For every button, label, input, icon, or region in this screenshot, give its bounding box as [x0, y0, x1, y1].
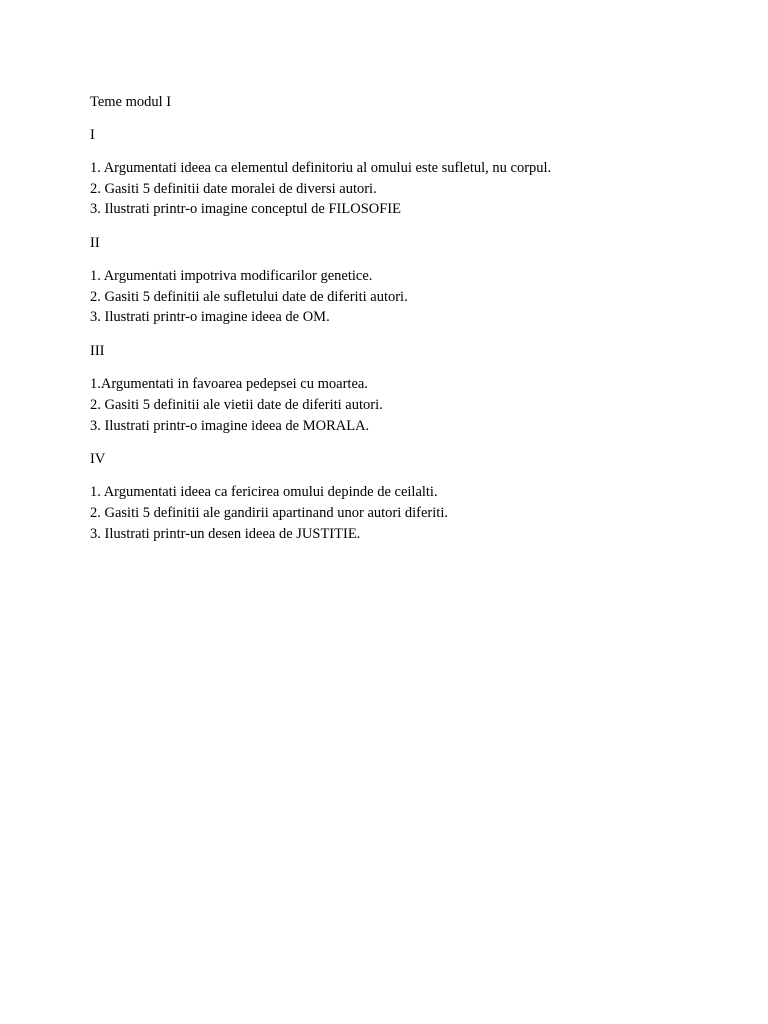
document-page	[90, 92, 690, 544]
section-4	[90, 449, 690, 544]
task-item: 2. Gasiti 5 definitii ale vietii date de diferiti autori.	[90, 396, 383, 413]
task-list	[90, 482, 690, 544]
section-1	[90, 125, 690, 220]
task-item: 3. Ilustrati printr-o imagine ideea de OM.	[90, 309, 330, 326]
task-item: 3. Ilustrati printr-o imagine conceptul de FILOSOFIE	[90, 201, 401, 218]
section-heading: IV	[90, 451, 106, 468]
task-list	[90, 158, 690, 220]
task-item: 1. Argumentati ideea ca elementul definitoriu al omului este sufletul, nu corpul.	[90, 160, 552, 176]
section-3	[90, 341, 690, 436]
task-list	[90, 374, 690, 436]
task-item: 3. Ilustrati printr-un desen ideea de JUSTITIE.	[90, 525, 361, 542]
task-item: 1. Argumentati ideea ca fericirea omului depinde de ceilalti.	[90, 484, 438, 501]
section-heading: I	[90, 127, 95, 143]
task-item: 2. Gasiti 5 definitii ale gandirii apartinand unor autori diferiti.	[90, 504, 448, 521]
document-title: Teme modul I	[90, 94, 172, 110]
task-item: 2. Gasiti 5 definitii ale sufletului date de diferiti autori.	[90, 288, 408, 305]
section-heading: II	[90, 235, 100, 252]
section-2	[90, 233, 690, 328]
task-item: 3. Ilustrati printr-o imagine ideea de MORALA.	[90, 417, 370, 434]
task-list	[90, 266, 690, 328]
task-item: 1.Argumentati in favoarea pedepsei cu moartea.	[90, 376, 368, 393]
task-item: 1. Argumentati impotriva modificarilor genetice.	[90, 268, 373, 285]
section-heading: III	[90, 343, 105, 360]
task-item: 2. Gasiti 5 definitii date moralei de diversi autori.	[90, 180, 377, 197]
